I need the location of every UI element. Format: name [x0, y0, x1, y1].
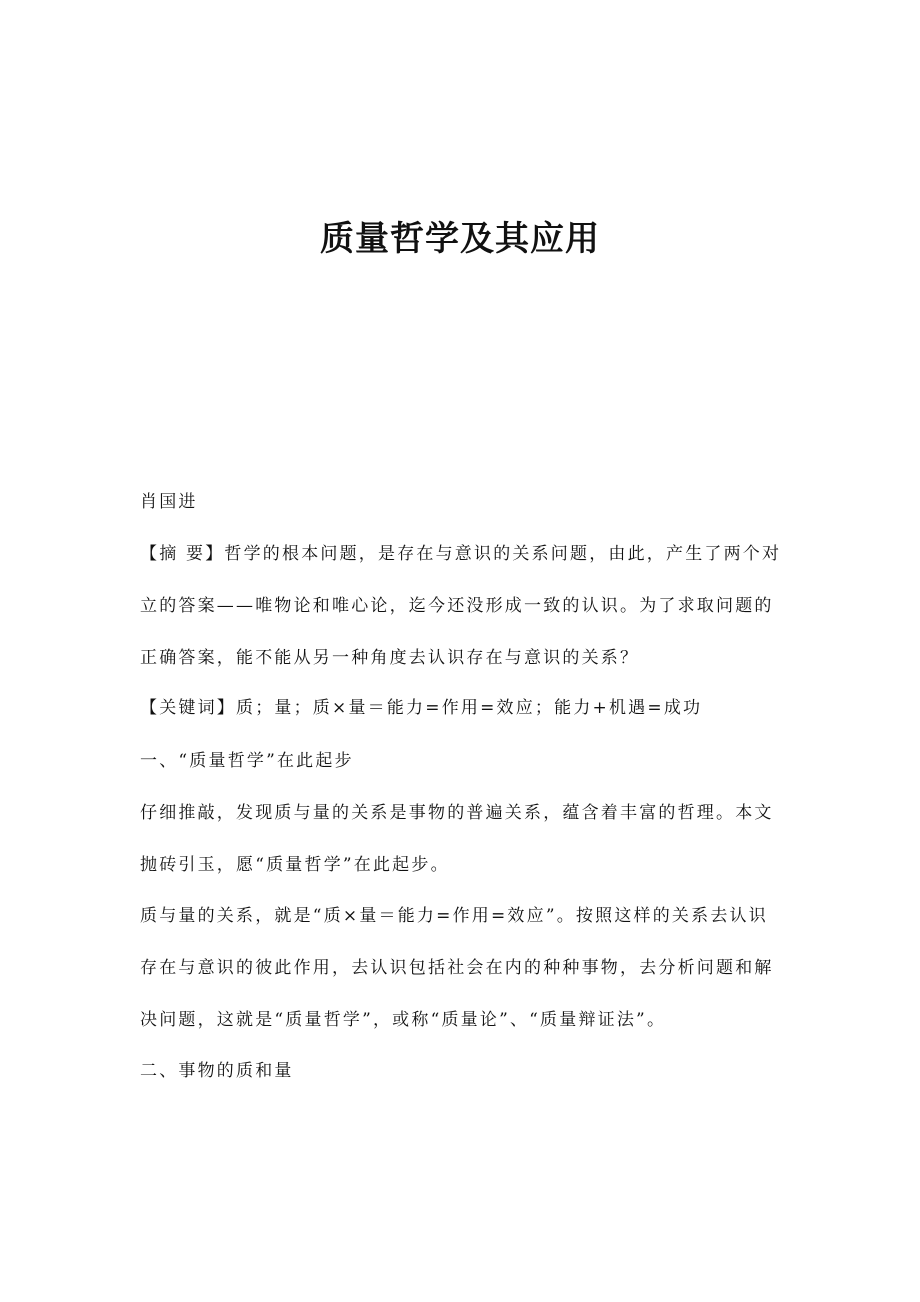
section-1-paragraph-1: 仔细推敲，发现质与量的关系是事物的普遍关系，蕴含着丰富的哲理。本文抛砖引玉，愿“质量哲学”在此起步。	[140, 803, 774, 875]
keywords-label: 【关键词】	[140, 698, 236, 718]
abstract-label: 【摘 要】	[140, 544, 225, 564]
keywords-paragraph	[140, 682, 782, 734]
section-1-heading: 一、“质量哲学”在此起步	[140, 751, 354, 771]
document-title: 质量哲学及其应用	[320, 219, 600, 259]
abstract-paragraph	[140, 528, 782, 684]
section-1-paragraph-2: 质与量的关系，就是“质×量＝能力=作用=效应”。按照这样的关系去认识存在与意识的彼此作用，去认识包括社会在内的种种事物，去分析问题和解决问题，这就是“质量哲学”，或称“质量论”、“质量辩证法”。	[140, 906, 774, 1030]
author-name: 肖国进	[140, 492, 198, 512]
keywords-text: 质；量；质×量＝能力=作用=效应；能力+机遇=成功	[236, 698, 703, 718]
section-2-heading: 二、事物的质和量	[140, 1061, 294, 1081]
abstract-text: 哲学的根本问题，是存在与意识的关系问题，由此，产生了两个对立的答案——唯物论和唯心论，迄今还没形成一致的认识。为了求取问题的正确答案，能不能从另一种角度去认识存在与意识的关系？	[140, 544, 782, 668]
